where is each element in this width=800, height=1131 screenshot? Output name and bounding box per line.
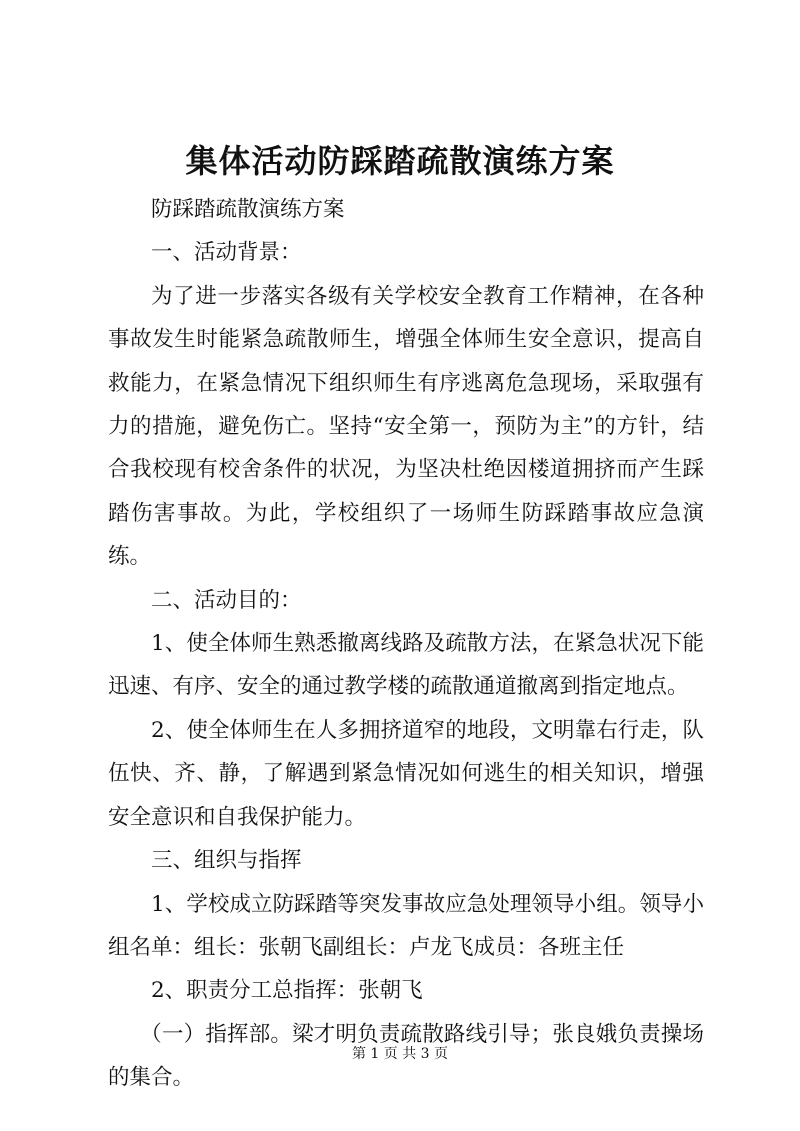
command-post-paragraph: （一）指挥部。梁才明负责疏散路线引导；张良娥负责操场的集合。	[108, 1021, 704, 1091]
purpose-item-2: 2、使全体师生在人多拥挤道窄的地段，文明靠右行走，队伍快、齐、静，了解遇到紧急情况如何逃生的相关知识，增强安全意识和自我保护能力。	[108, 717, 704, 830]
page-footer: 第 1 页 共 3 页	[351, 1046, 449, 1062]
purpose-item-1: 1、使全体师生熟悉撤离线路及疏散方法，在紧急状况下能迅速、有序、安全的通过教学楼的疏散通道撤离到指定地点。	[108, 631, 704, 700]
organization-item-2: 2、职责分工总指挥：张朝飞	[151, 978, 423, 1004]
document-body	[108, 188, 704, 1100]
subtitle-paragraph: 防踩踏疏散演练方案	[151, 197, 345, 222]
section-heading-background: 一、活动背景：	[151, 240, 302, 266]
background-paragraph: 为了进一步落实各级有关学校安全教育工作精神，在各种事故发生时能紧急疏散师生，增强全体师生安全意识，提高自救能力，在紧急情况下组织师生有序逃离危急现场，采取强有力的措施，避免伤亡。坚持“安全第一，预防为主”的方针，结合我校现有校舍条件的状况，为坚决杜绝因楼道拥挤而产生踩踏伤害事故。为此，学校组织了一场师生防踩踏事故应急演练。	[108, 283, 704, 570]
document-title: 集体活动防踩踏疏散演练方案	[185, 142, 615, 180]
organization-item-1: 1、学校成立防踩踏等突发事故应急处理领导小组。领导小组名单：组长：张朝飞副组长：卢龙飞成员：各班主任	[108, 891, 704, 960]
section-heading-organization: 三、组织与指挥	[151, 848, 302, 874]
section-heading-purpose: 二、活动目的：	[151, 587, 302, 613]
